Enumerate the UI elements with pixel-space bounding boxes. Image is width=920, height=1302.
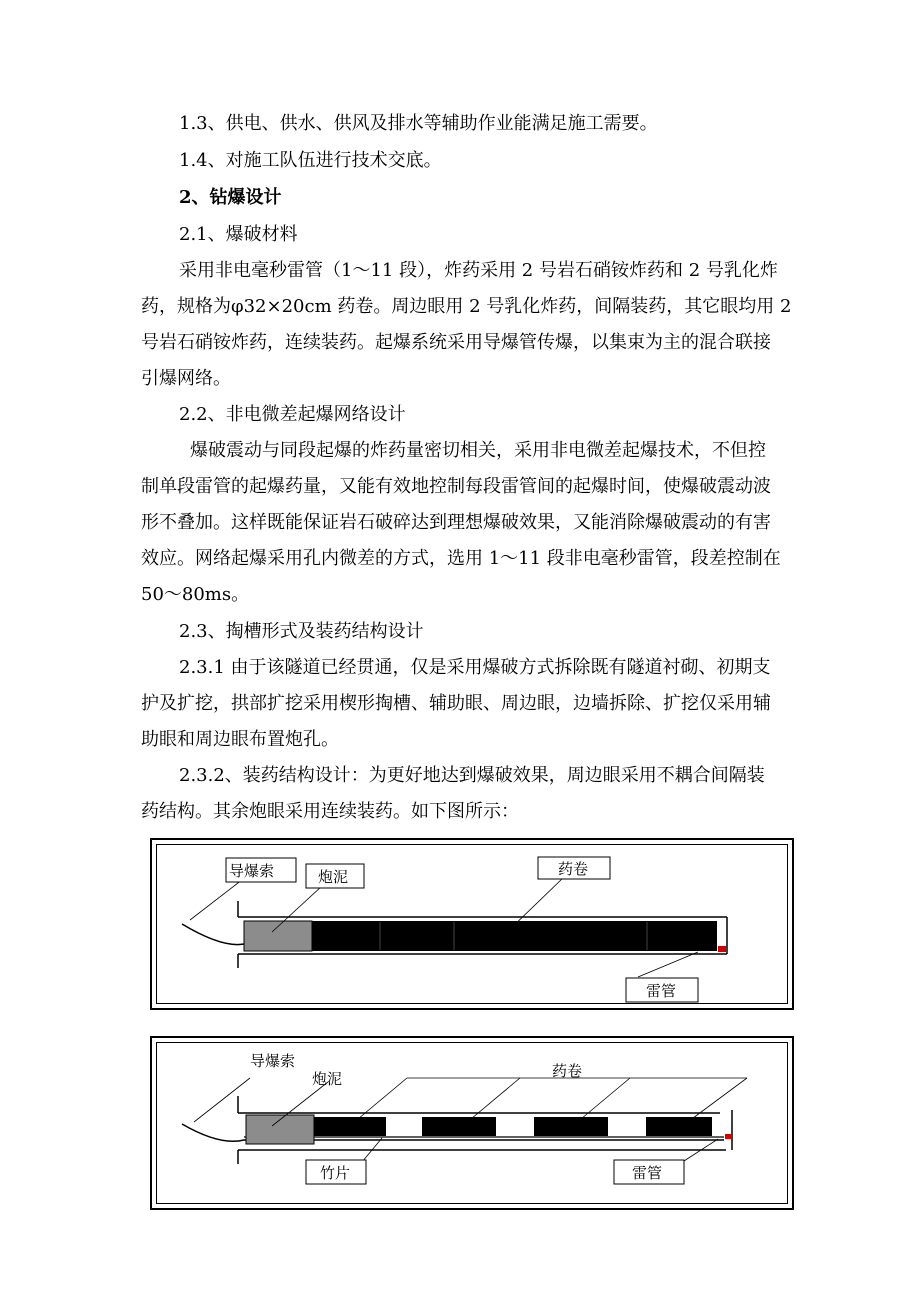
para-2-3: 2.3、掏槽形式及装药结构设计 bbox=[179, 621, 424, 642]
para-2-2a-line4: 效应。网络起爆采用孔内微差的方式，选用 1～11 段非电毫秒雷管，段差控制在 bbox=[141, 548, 781, 569]
figure-2-drawing bbox=[152, 1038, 792, 1208]
para-2-1a-line4: 引爆网络。 bbox=[141, 368, 231, 389]
para-2-1a-line2: 药，规格为φ32×20cm 药卷。周边眼用 2 号乳化炸药，间隔装药，其它眼均用 2 bbox=[141, 296, 792, 317]
label-detonating-cord: 导爆索 bbox=[229, 862, 275, 880]
label-stemming: 炮泥 bbox=[318, 868, 349, 886]
label-cartridge: 药卷 bbox=[558, 860, 589, 878]
para-2-2a-line1: 爆破震动与同段起爆的炸药量密切相关，采用非电微差起爆技术，不但控 bbox=[190, 440, 766, 461]
para-2-3-2-line2: 药结构。其余炮眼采用连续装药。如下图所示： bbox=[141, 801, 519, 822]
charge-segment bbox=[534, 1117, 608, 1136]
label-detonator: 雷管 bbox=[646, 982, 677, 1000]
leader-detonator bbox=[638, 952, 698, 977]
charge-segment bbox=[646, 1117, 712, 1136]
label-stemming: 炮泥 bbox=[312, 1070, 343, 1088]
charge-segment bbox=[422, 1117, 496, 1136]
label-cartridge: 药卷 bbox=[552, 1062, 583, 1080]
detonator-mark bbox=[718, 946, 726, 952]
label-bamboo: 竹片 bbox=[320, 1164, 351, 1182]
heading-2: 2、钻爆设计 bbox=[179, 187, 282, 208]
para-2-3-1-line3: 助眼和周边眼布置炮孔。 bbox=[141, 729, 339, 750]
leader-cord bbox=[194, 1078, 250, 1122]
para-2-3-2-line1: 2.3.2、装药结构设计：为更好地达到爆破效果，周边眼采用不耦合间隔装 bbox=[179, 765, 765, 786]
figure-interval-charge bbox=[150, 1036, 794, 1210]
stemming-block bbox=[244, 921, 312, 951]
para-2-2a-line2: 制单段雷管的起爆药量，又能有效地控制每段雷管间的起爆时间，使爆破震动波 bbox=[141, 476, 771, 497]
label-detonating-cord: 导爆索 bbox=[250, 1052, 296, 1070]
label-detonator: 雷管 bbox=[632, 1164, 663, 1182]
para-2-1a-line3: 号岩石硝铵炸药，连续装药。起爆系统采用导爆管传爆，以集束为主的混合联接 bbox=[141, 332, 771, 353]
para-2-3-1-line1: 2.3.1 由于该隧道已经贯通，仅是采用爆破方式拆除既有隧道衬砌、初期支 bbox=[179, 657, 771, 678]
para-2-1: 2.1、爆破材料 bbox=[179, 224, 298, 245]
charge-cartridge-continuous bbox=[312, 921, 717, 951]
para-1-3: 1.3、供电、供水、供风及排水等辅助作业能满足施工需要。 bbox=[179, 113, 658, 134]
para-2-1a-line1: 采用非电毫秒雷管（1～11 段），炸药采用 2 号岩石硝铵炸药和 2 号乳化炸 bbox=[179, 260, 778, 281]
para-2-3-1-line2: 护及扩挖，拱部扩挖采用楔形掏槽、辅助眼、周边眼，边墙拆除、扩挖仅采用辅 bbox=[141, 693, 771, 714]
para-2-2: 2.2、非电微差起爆网络设计 bbox=[179, 404, 406, 425]
charge-segment bbox=[314, 1117, 386, 1136]
para-1-4: 1.4、对施工队伍进行技术交底。 bbox=[179, 150, 442, 171]
para-2-2a-line5: 50～80ms。 bbox=[141, 584, 250, 605]
leader-cartridge bbox=[685, 1078, 747, 1124]
para-2-2a-line3: 形不叠加。这样既能保证岩石破碎达到理想爆破效果，又能消除爆破震动的有害 bbox=[141, 512, 771, 533]
detonator-mark bbox=[725, 1134, 732, 1139]
figure-continuous-charge bbox=[150, 838, 794, 1010]
